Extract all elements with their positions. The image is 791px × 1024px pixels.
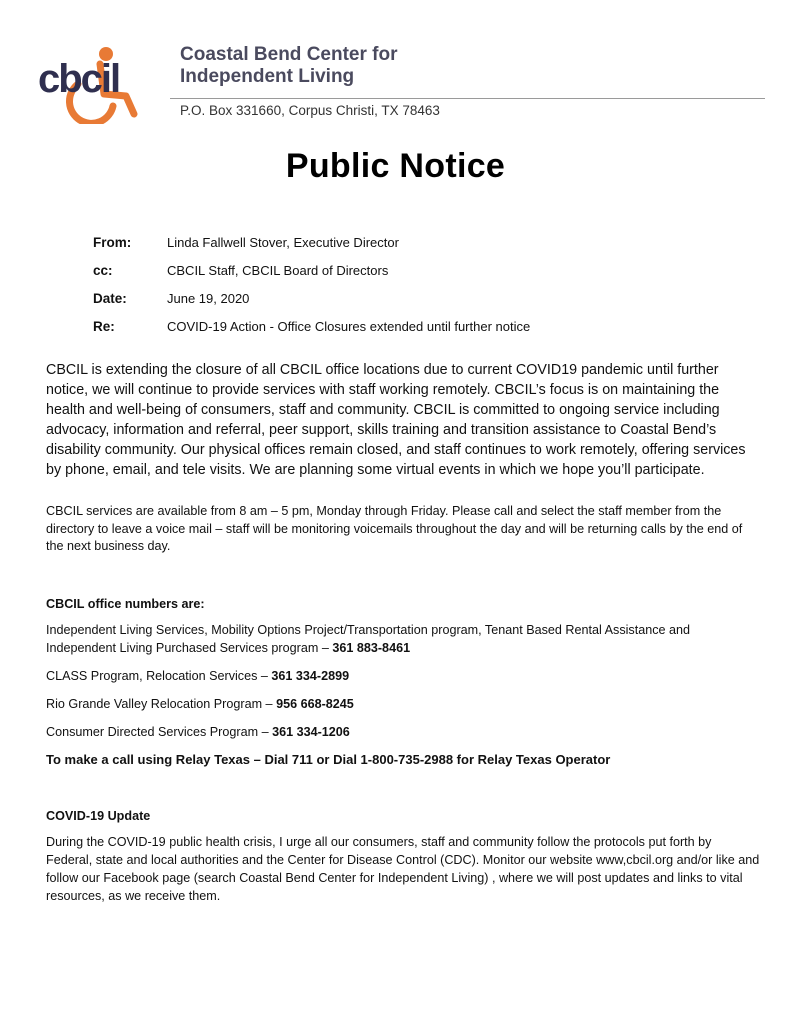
office-program: Consumer Directed Services Program – — [46, 725, 273, 739]
org-name-line1: Coastal Bend Center for — [180, 44, 398, 65]
office-numbers-heading: CBCIL office numbers are: — [46, 597, 205, 611]
memo-value: COVID-19 Action - Office Closures extended until further notice — [167, 318, 531, 334]
org-name-line2: Independent Living — [180, 66, 355, 87]
office-number-item — [46, 695, 761, 713]
page-title: Public Notice — [285, 147, 506, 185]
office-number-item — [46, 667, 761, 685]
office-number-item — [46, 621, 761, 657]
memo-label: Re: — [93, 318, 115, 334]
org-address: P.O. Box 331660, Corpus Christi, TX 78463 — [180, 103, 440, 118]
memo-row-cc — [93, 256, 530, 284]
memo-block — [93, 228, 530, 340]
office-program: CLASS Program, Relocation Services – — [46, 669, 272, 683]
covid-update-body: During the COVID-19 public health crisis, I urge all our consumers, staff and community follow the protocols put forth by Federal, state and local authorities and the Center for Disease Control (CDC). Monitor our website www,cbcil.org and/or like and follow our Facebook page (search Coastal Bend Center for Independent Living) , where we will post updates and links to vital resources, as we receive them. — [46, 835, 760, 903]
memo-label: cc: — [93, 262, 113, 278]
org-name — [180, 44, 397, 88]
office-phone: 361 334-2899 — [271, 669, 350, 683]
office-phone: 361 334-1206 — [272, 725, 350, 739]
closure-paragraph: CBCIL is extending the closure of all CBCIL office locations due to current COVID19 pandemic until further notice, we will continue to provide services with staff working remotely. CBCIL’s focus is on maintaining the health and well-being of consumers, staff and community. CBCIL is committed to ongoing service including advocacy, information and referral, peer support, skills training and transition assistance to Coastal Bend’s disability community. Our physical offices remain closed, and staff continues to work remotely, offering services by phone, email, and tele visits. We are planning some virtual events in which we hope you’ll participate. — [46, 362, 746, 479]
office-numbers-section — [46, 597, 761, 779]
office-number-item — [46, 723, 761, 741]
logo-text: cbcil — [38, 57, 120, 101]
memo-value: Linda Fallwell Stover, Executive Director — [167, 234, 399, 250]
memo-row-from — [93, 228, 530, 256]
covid-update-section — [46, 809, 761, 905]
memo-value: June 19, 2020 — [167, 290, 250, 306]
services-hours-paragraph: CBCIL services are available from 8 am – 5 pm, Monday through Friday. Please call and select the staff member from the directory to leave a voice mail – staff will be monitoring voicemails throughout the day and will be returning calls by the end of the next business day. — [46, 504, 743, 553]
office-phone: 361 883-8461 — [332, 641, 411, 655]
cbcil-logo — [38, 44, 148, 124]
memo-label: Date: — [93, 290, 127, 306]
memo-row-re — [93, 312, 530, 340]
header-divider — [170, 98, 765, 99]
covid-update-heading: COVID-19 Update — [46, 809, 151, 823]
memo-value: CBCIL Staff, CBCIL Board of Directors — [167, 262, 389, 278]
office-program: Independent Living Services, Mobility Options Project/Transportation program, Tenant Based Rental Assistance and Independent Living Purchased Services program – — [46, 623, 691, 655]
relay-texas-info: To make a call using Relay Texas – Dial 711 or Dial 1-800-735-2988 for Relay Texas Operator — [46, 752, 611, 767]
memo-label: From: — [93, 234, 132, 250]
wheelchair-logo-icon — [38, 44, 148, 124]
office-program: Rio Grande Valley Relocation Program – — [46, 697, 277, 711]
memo-row-date — [93, 284, 530, 312]
office-phone: 956 668-8245 — [276, 697, 354, 711]
